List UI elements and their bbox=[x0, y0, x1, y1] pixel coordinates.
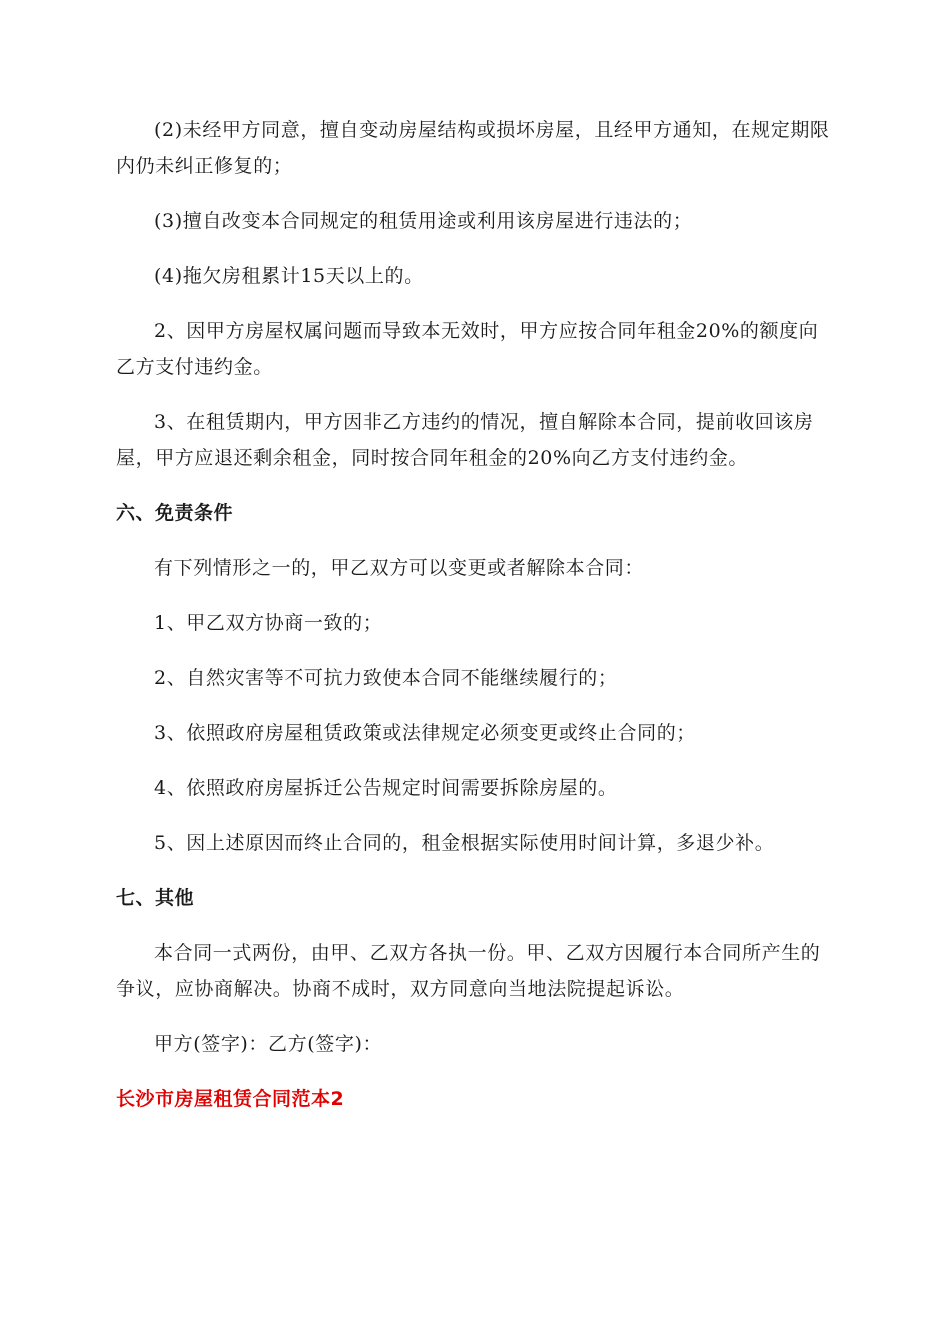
exemption-item: 3、依照政府房屋租赁政策或法律规定必须变更或终止合同的； bbox=[154, 722, 696, 744]
clause-2: 2、因甲方房屋权属问题而导致本无效时，甲方应按合同年租金20%的额度向乙方支付违约金。 bbox=[116, 320, 819, 378]
exemption-item: 5、因上述原因而终止合同的，租金根据实际使用时间计算，多退少补。 bbox=[154, 832, 775, 854]
next-contract-title: 长沙市房屋租赁合同范本2 bbox=[116, 1088, 345, 1110]
section-heading-other: 七、其他 bbox=[116, 887, 195, 909]
signature-line: 甲方(签字)：乙方(签字)： bbox=[154, 1033, 383, 1055]
exemption-item: 1、甲乙双方协商一致的； bbox=[154, 612, 383, 634]
exemption-item: 4、依照政府房屋拆迁公告规定时间需要拆除房屋的。 bbox=[154, 777, 618, 799]
clause-item-2: (2)未经甲方同意，擅自变动房屋结构或损坏房屋，且经甲方通知，在规定期限内仍未纠正修复的； bbox=[116, 119, 830, 177]
clause-item-3: (3)擅自改变本合同规定的租赁用途或利用该房屋进行违法的； bbox=[154, 210, 693, 232]
document-page bbox=[116, 112, 836, 1117]
exemption-item: 2、自然灾害等不可抗力致使本合同不能继续履行的； bbox=[154, 667, 618, 689]
section-heading-exemption: 六、免责条件 bbox=[116, 502, 234, 524]
clause-item-4: (4)拖欠房租累计15天以上的。 bbox=[154, 265, 424, 287]
exemption-intro: 有下列情形之一的，甲乙双方可以变更或者解除本合同： bbox=[154, 557, 645, 579]
other-body: 本合同一式两份，由甲、乙双方各执一份。甲、乙双方因履行本合同所产生的争议，应协商解决。协商不成时，双方同意向当地法院提起诉讼。 bbox=[116, 942, 821, 1000]
clause-3: 3、在租赁期内，甲方因非乙方违约的情况，擅自解除本合同，提前收回该房屋，甲方应退还剩余租金，同时按合同年租金的20%向乙方支付违约金。 bbox=[116, 411, 814, 469]
